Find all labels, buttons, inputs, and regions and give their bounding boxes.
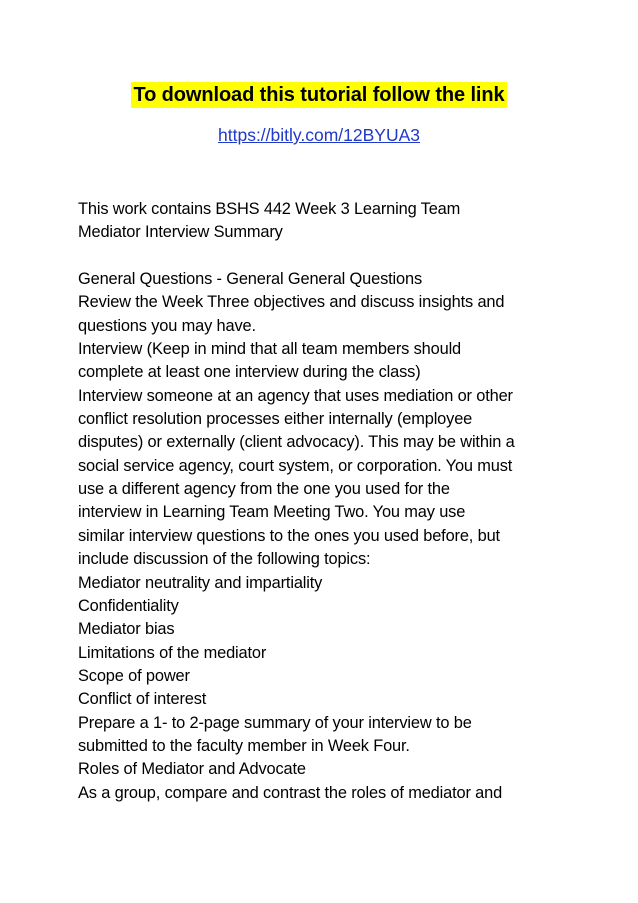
body-line: social service agency, court system, or corporation. You must xyxy=(78,456,513,475)
body-line: conflict resolution processes either internally (employee xyxy=(78,410,473,429)
link-container xyxy=(0,124,638,146)
body-line: disputes) or externally (client advocacy). This may be within a xyxy=(78,433,515,452)
body-line: Interview someone at an agency that uses mediation or other xyxy=(78,386,513,405)
body-line: Scope of power xyxy=(78,666,190,685)
body-line: Roles of Mediator and Advocate xyxy=(78,760,306,779)
document-body xyxy=(78,198,578,805)
intro-line: This work contains BSHS 442 Week 3 Learning Team xyxy=(78,200,461,218)
body-line: Mediator bias xyxy=(78,620,175,639)
body-line: Review the Week Three objectives and discuss insights and xyxy=(78,293,505,312)
body-line: Limitations of the mediator xyxy=(78,643,267,662)
body-line: Confidentiality xyxy=(78,596,179,615)
body-line: As a group, compare and contrast the roles of mediator and xyxy=(78,783,503,802)
paragraph-gap xyxy=(78,245,578,268)
body-line: Mediator neutrality and impartiality xyxy=(78,573,323,592)
body-line: General Questions - General General Questions xyxy=(78,270,423,289)
body-line: use a different agency from the one you used for the xyxy=(78,480,450,499)
body-line: complete at least one interview during the class) xyxy=(78,363,421,382)
body-line: interview in Learning Team Meeting Two. You may use xyxy=(78,503,466,522)
body-line: Interview (Keep in mind that all team members should xyxy=(78,340,462,359)
body-line: similar interview questions to the ones you used before, but xyxy=(78,526,500,545)
body-line: include discussion of the following topics: xyxy=(78,550,371,569)
body-line: submitted to the faculty member in Week Four. xyxy=(78,736,410,755)
tutorial-link[interactable]: https://bitly.com/12BYUA3 xyxy=(218,125,420,145)
intro-line: Mediator Interview Summary xyxy=(78,223,283,242)
body-line: Prepare a 1- to 2-page summary of your interview to be xyxy=(78,713,472,732)
page-title: To download this tutorial follow the link xyxy=(133,84,505,106)
title-container xyxy=(0,82,638,108)
body-line: Conflict of interest xyxy=(78,690,207,709)
body-line: questions you may have. xyxy=(78,316,256,335)
